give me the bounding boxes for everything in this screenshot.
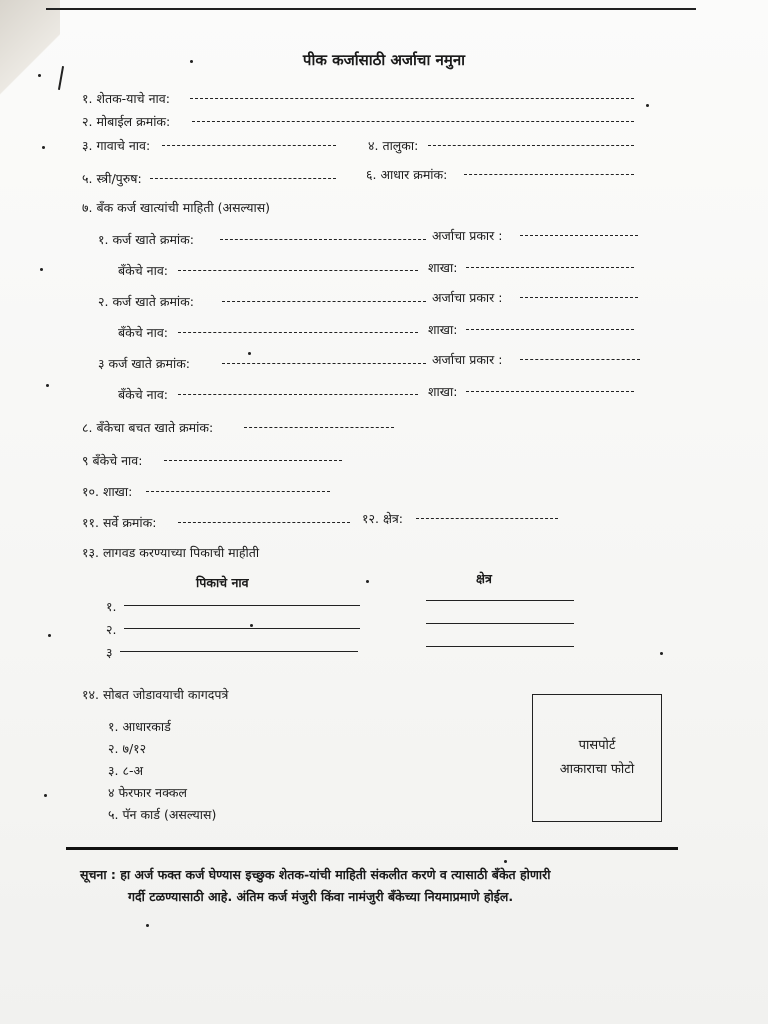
loan-1-bank-input[interactable] xyxy=(178,270,418,271)
photo-box-line-1: पासपोर्ट xyxy=(578,738,616,753)
loan-3-bank-label: बँकेचे नाव: xyxy=(118,387,168,402)
crop-row-3-name-input[interactable] xyxy=(120,651,358,652)
crop-row-2-area-input[interactable] xyxy=(426,623,574,624)
loan-3-branch-input[interactable] xyxy=(466,391,634,392)
document-item: ३. ८-अ xyxy=(108,763,144,778)
scan-speck xyxy=(248,352,251,355)
form-title: पीक कर्जासाठी अर्जाचा नमुना xyxy=(302,51,466,69)
field-area-label: १२. क्षेत्र: xyxy=(362,511,404,526)
loan-2-type-label: अर्जाचा प्रकार : xyxy=(432,290,503,305)
field-survey-number-input[interactable] xyxy=(178,522,350,523)
scan-speck xyxy=(46,384,49,387)
scan-speck xyxy=(40,268,43,271)
field-farmer-name-input[interactable] xyxy=(190,98,634,99)
scan-speck xyxy=(366,580,369,583)
field-village-label: ३. गावाचे नाव: xyxy=(82,138,151,153)
loan-1-account-label: १. कर्ज खाते क्रमांक: xyxy=(98,232,194,247)
scan-speck xyxy=(190,60,193,63)
field-bank-loan-info-label: ७. बँक कर्ज खात्यांची माहिती (असल्यास) xyxy=(82,200,271,215)
scan-speck xyxy=(146,924,149,927)
field-village-input[interactable] xyxy=(162,145,336,146)
loan-2-bank-label: बँकेचे नाव: xyxy=(118,325,168,340)
field-branch-input[interactable] xyxy=(146,491,330,492)
scan-speck xyxy=(38,74,41,77)
loan-3-type-input[interactable] xyxy=(520,359,640,360)
field-aadhaar-input[interactable] xyxy=(464,174,634,175)
field-mobile-label: २. मोबाईल क्रमांक: xyxy=(82,114,171,129)
field-gender-label: ५. स्त्री/पुरुष: xyxy=(82,171,142,186)
document-item: ५. पॅन कार्ड (असल्यास) xyxy=(108,807,217,822)
loan-3-bank-input[interactable] xyxy=(178,394,418,395)
notice-line-2: गर्दी टळण्यासाठी आहे. अंतिम कर्ज मंजुरी किंवा नामंजुरी बँकेच्या नियमाप्रमाणे होईल. xyxy=(128,889,514,904)
loan-1-branch-input[interactable] xyxy=(466,267,634,268)
loan-1-type-label: अर्जाचा प्रकार : xyxy=(432,228,503,243)
field-mobile-input[interactable] xyxy=(192,121,634,122)
crop-row-2-name-input[interactable] xyxy=(124,628,360,629)
field-bank-name-label: ९ बँकेचे नाव: xyxy=(82,453,143,468)
field-area-input[interactable] xyxy=(416,518,558,519)
loan-3-type-label: अर्जाचा प्रकार : xyxy=(432,352,503,367)
field-taluka-label: ४. तालुका: xyxy=(368,138,419,153)
loan-2-account-input[interactable] xyxy=(222,301,426,302)
field-branch-label: १०. शाखा: xyxy=(82,484,133,499)
field-farmer-name-label: १. शेतक-याचे नाव: xyxy=(82,91,170,106)
field-documents-label: १४. सोबत जोडावयाची कागदपत्रे xyxy=(82,687,229,702)
scan-speck xyxy=(250,624,253,627)
scan-speck xyxy=(504,860,507,863)
crop-row-2-label: २. xyxy=(106,622,117,637)
document-item: १. आधारकार्ड xyxy=(108,719,171,734)
crop-row-3-area-input[interactable] xyxy=(426,646,574,647)
field-aadhaar-label: ६. आधार क्रमांक: xyxy=(366,167,448,182)
loan-3-branch-label: शाखा: xyxy=(428,384,458,399)
field-taluka-input[interactable] xyxy=(428,145,634,146)
loan-2-branch-input[interactable] xyxy=(466,329,634,330)
field-crop-info-label: १३. लागवड करण्याच्या पिकाची माहीती xyxy=(82,545,260,560)
crop-row-3-label: ३ xyxy=(106,645,113,660)
scan-speck xyxy=(646,104,649,107)
scan-speck xyxy=(48,634,51,637)
notice-line-1: सूचना : हा अर्ज फक्त कर्ज घेण्यास इच्छुक शेतक-यांची माहिती संकलीत करणे व त्यासाठी बँकेत होणारी xyxy=(80,867,551,882)
loan-1-account-input[interactable] xyxy=(220,239,426,240)
scan-speck xyxy=(660,652,663,655)
loan-2-account-label: २. कर्ज खाते क्रमांक: xyxy=(98,294,194,309)
field-bank-name-input[interactable] xyxy=(164,460,342,461)
document-item: ४ फेरफार नक्कल xyxy=(108,785,188,800)
field-gender-input[interactable] xyxy=(150,178,336,179)
crop-row-1-label: १. xyxy=(106,599,117,614)
bottom-rule xyxy=(66,847,678,850)
top-rule xyxy=(46,8,696,10)
crop-row-1-name-input[interactable] xyxy=(124,605,360,606)
field-savings-account-input[interactable] xyxy=(244,427,394,428)
loan-1-type-input[interactable] xyxy=(520,235,638,236)
loan-3-account-label: ३ कर्ज खाते क्रमांक: xyxy=(98,356,191,371)
document-item: २. ७/१२ xyxy=(108,741,147,756)
loan-3-account-input[interactable] xyxy=(222,363,426,364)
loan-2-bank-input[interactable] xyxy=(178,332,418,333)
scan-speck xyxy=(44,794,47,797)
loan-2-branch-label: शाखा: xyxy=(428,322,458,337)
loan-2-type-input[interactable] xyxy=(520,297,638,298)
loan-1-bank-label: बँकेचे नाव: xyxy=(118,263,168,278)
photo-box-line-2: आकाराचा फोटो xyxy=(559,762,635,777)
crop-area-column-header: क्षेत्र xyxy=(476,571,492,586)
scan-speck xyxy=(42,146,45,149)
field-survey-number-label: ११. सर्वे क्रमांक: xyxy=(82,515,157,530)
passport-photo-box[interactable] xyxy=(532,694,662,822)
loan-1-branch-label: शाखा: xyxy=(428,260,458,275)
field-savings-account-label: ८. बँकेचा बचत खाते क्रमांक: xyxy=(82,420,214,435)
crop-row-1-area-input[interactable] xyxy=(426,600,574,601)
crop-name-column-header: पिकाचे नाव xyxy=(196,575,249,590)
